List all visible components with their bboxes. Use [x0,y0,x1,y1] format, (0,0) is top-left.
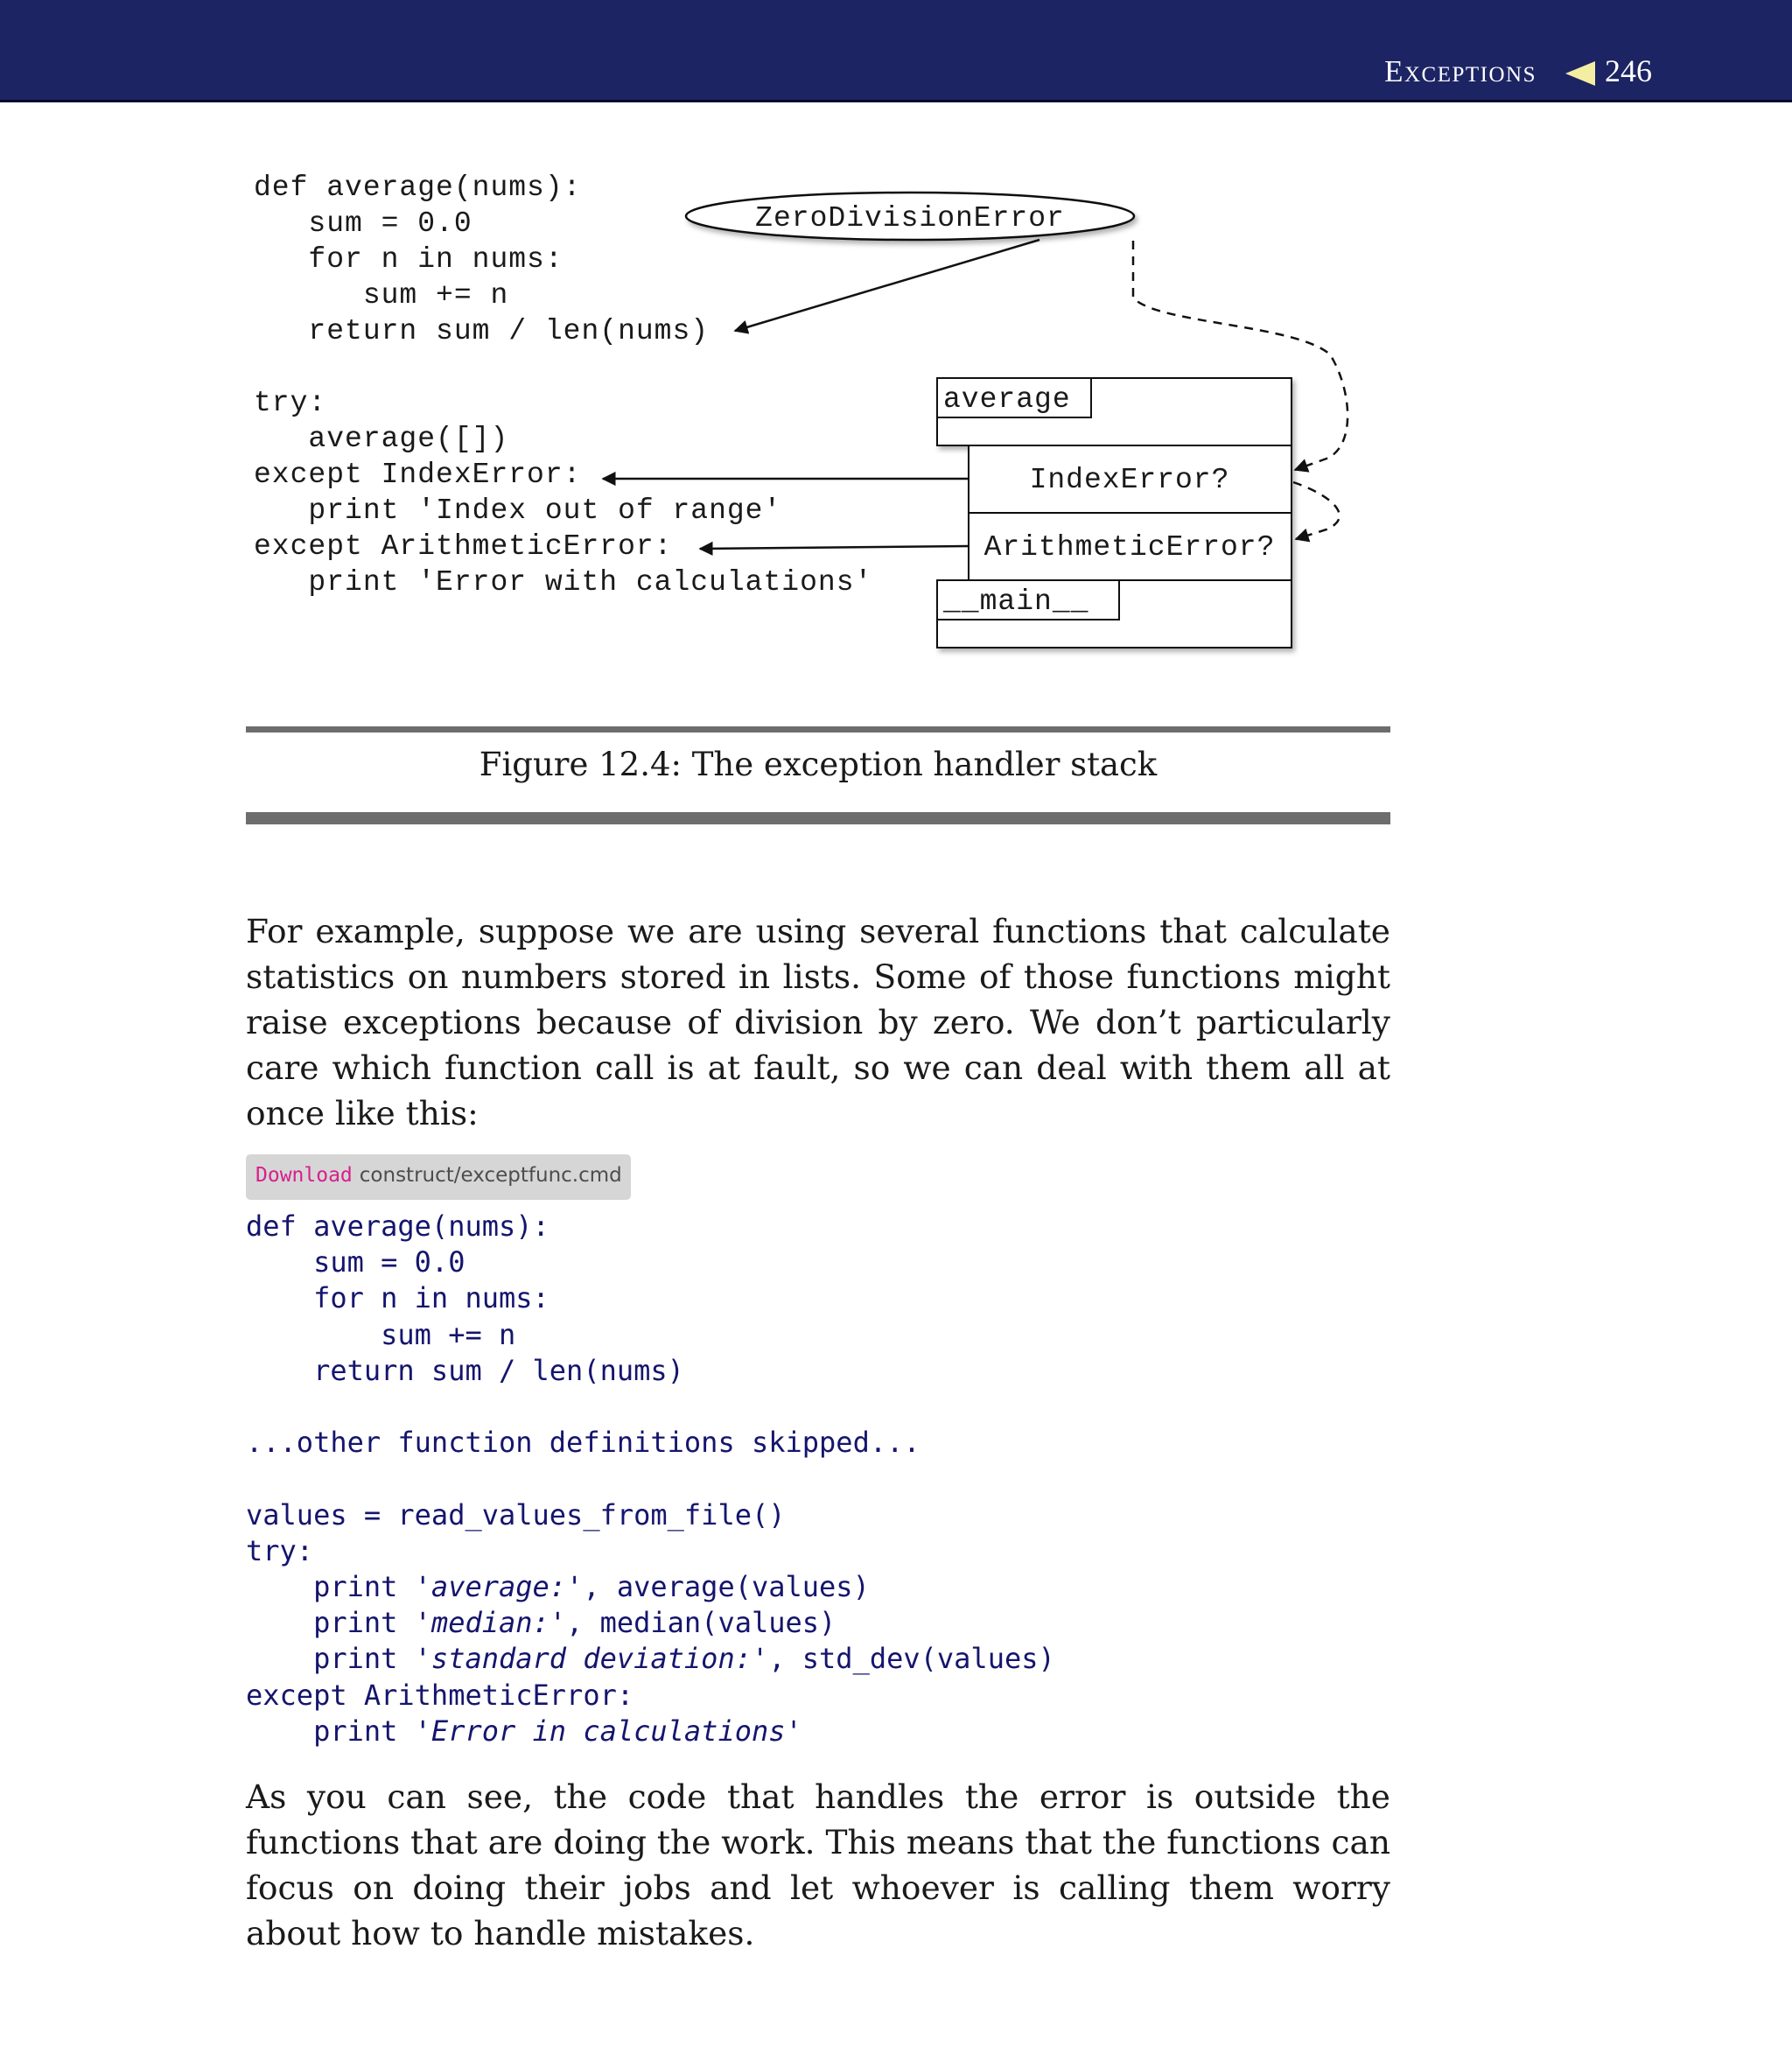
code-fragment: , median(values) [566,1606,836,1640]
exception-label: ZeroDivisionError [755,202,1065,235]
code-listing [246,1209,1055,1749]
code-fragment: print [246,1714,415,1748]
arithmeticerror-handler-arrow [700,546,969,549]
download-badge[interactable] [246,1154,631,1200]
code-string: 'Error in calculations' [414,1714,802,1748]
section-title: Exceptions [1384,54,1536,88]
figure-code-line: except ArithmeticError: [254,530,673,563]
code-line: except ArithmeticError: [246,1678,634,1712]
code-string: 'average:' [414,1570,584,1604]
code-string: 'standard deviation:' [414,1642,769,1676]
code-line: return sum / len(nums) [246,1353,684,1387]
figure-code-line: print 'Index out of range' [254,494,782,527]
code-line: try: [246,1533,314,1567]
figure-code-line: def average(nums): [254,172,582,204]
raise-arrow [735,240,1040,331]
figure-diagram [245,158,1374,665]
figure-code-line: sum = 0.0 [254,207,472,240]
frame-average-label: average [943,383,1071,416]
caption-rule-top [246,726,1390,733]
figure-caption: Figure 12.4: The exception handler stack [479,746,1158,783]
figure-code-line: return sum / len(nums) [254,315,710,347]
exception-handler-figure [245,158,1374,665]
code-fragment: print [246,1570,415,1604]
body-paragraph-1: For example, suppose we are using several functions that calculate statistics on numbers stored in lists. Some of those functions might raise exceptions because of division by zero. We don’t particularly care which function call is at fault, so we can deal with them all at once like this: [246,912,1390,1132]
code-line: sum = 0.0 [246,1245,466,1279]
figure-code-line: except IndexError: [254,459,582,491]
search-path-2 [1293,482,1340,539]
figure-code-line: sum += n [254,279,509,312]
code-line: def average(nums): [246,1209,550,1243]
handler-arithmeticerror-label: ArithmeticError? [984,531,1276,564]
code-fragment: , average(values) [583,1570,870,1604]
body-paragraph-2: As you can see, the code that handles the error is outside the functions that are doing the work. This means that the functions can focus on doing their jobs and let whoever is calling them worry about how to handle mistakes. [246,1777,1390,1952]
download-label[interactable]: Download [256,1164,353,1187]
code-fragment: , std_dev(values) [768,1642,1055,1676]
handler-indexerror-label: IndexError? [1029,464,1230,496]
frame-main-label: __main__ [943,585,1089,618]
figure-code-line: average([]) [254,423,509,455]
caption-rule-bottom [246,812,1390,824]
code-line: for n in nums: [246,1281,550,1315]
code-fragment: print [246,1606,415,1640]
page-number: 246 [1605,53,1652,88]
figure-code-line: print 'Error with calculations' [254,566,873,599]
figure-code-line: try: [254,387,327,419]
code-string: 'median:' [414,1606,567,1640]
code-line: sum += n [246,1317,516,1351]
code-line: ...other function definitions skipped... [246,1426,920,1460]
code-line: values = read_values_from_file() [246,1497,786,1532]
download-path[interactable]: construct/exceptfunc.cmd [359,1164,622,1187]
figure-code-line: for n in nums: [254,243,564,276]
prev-page-arrow-icon[interactable] [1565,61,1595,86]
page-header [0,0,1792,102]
code-fragment: print [246,1642,415,1676]
